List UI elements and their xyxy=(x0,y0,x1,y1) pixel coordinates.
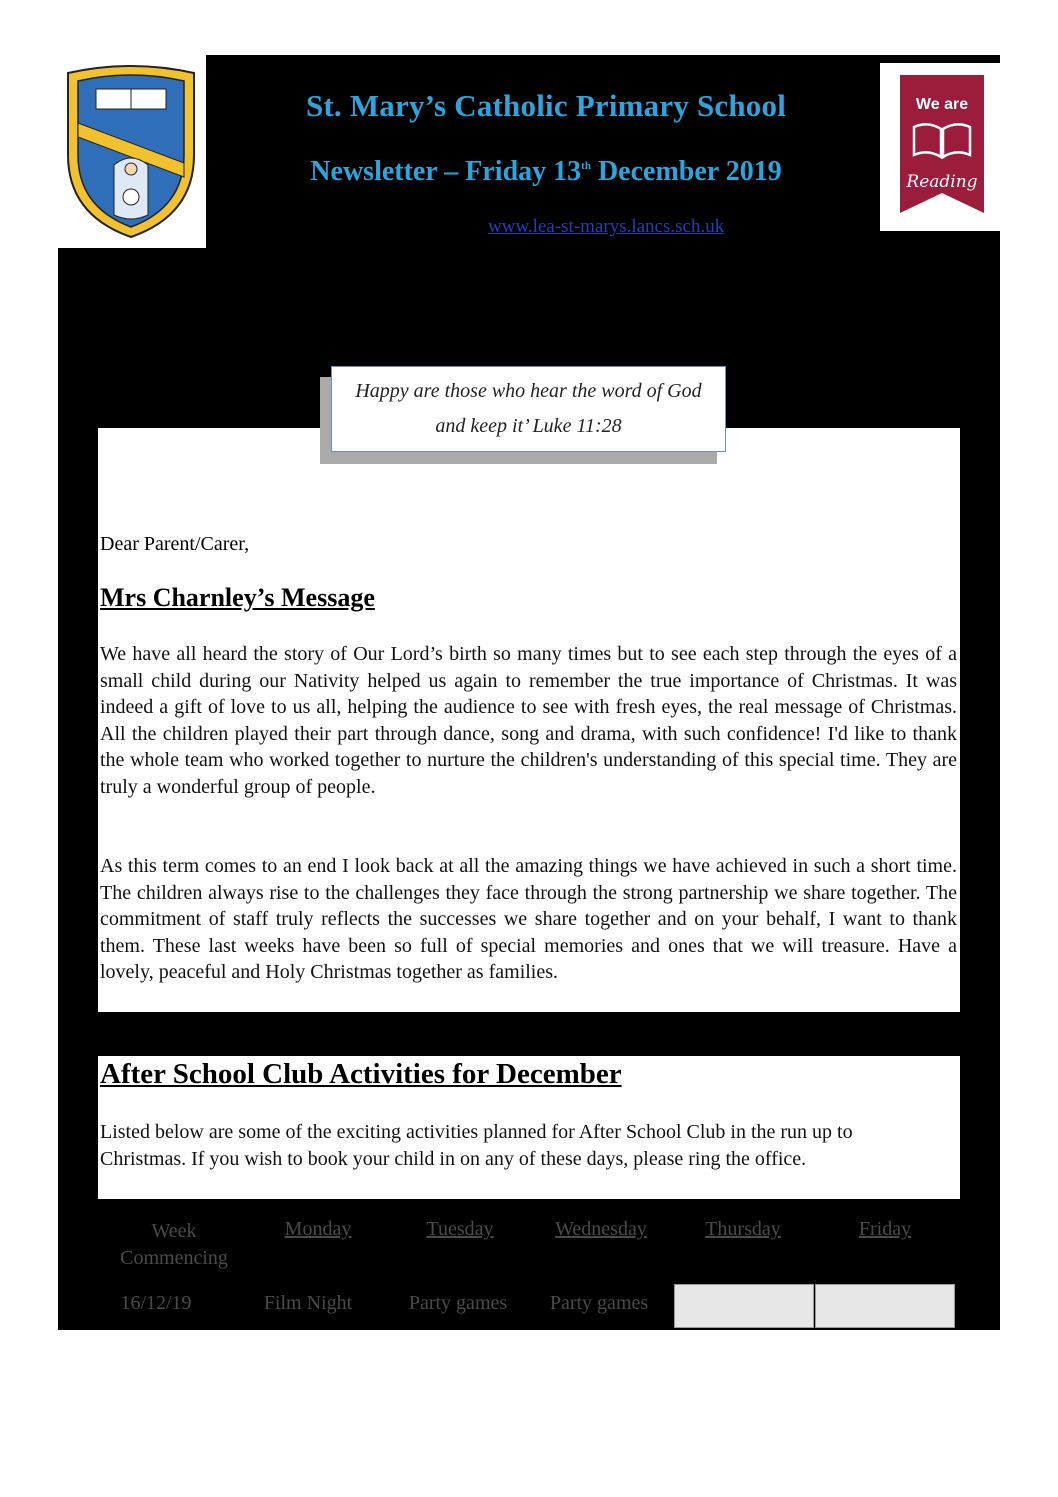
school-crest-panel xyxy=(58,55,206,248)
table-header-thursday: Thursday xyxy=(705,1218,781,1240)
table-cell-week: 16/12/19 xyxy=(120,1292,192,1314)
table-header-wednesday: Wednesday xyxy=(555,1218,647,1240)
table-cell-friday xyxy=(815,1284,955,1328)
svg-text:We are: We are xyxy=(915,96,969,113)
table-cell-monday: Film Night xyxy=(263,1292,353,1314)
table-cell-thursday xyxy=(674,1284,814,1328)
svg-text:Reading: Reading xyxy=(906,172,978,192)
table-cell-wednesday: Party games xyxy=(549,1292,649,1314)
quote-line-2: and keep it’ Luke 11:28 xyxy=(435,415,622,437)
greeting: Dear Parent/Carer, xyxy=(100,533,250,555)
school-name: St. Mary’s Catholic Primary School xyxy=(305,88,787,123)
message-paragraph-1: We have all heard the story of Our Lord’s birth so many times but to see each step through the eyes of a small child during our Nativity helped us again to remember the true importance of Christmas. It was indeed a gift of love to us all, helping the audience to see with fresh eyes, the real message of Christmas. All the children played their part through dance, song and drama, with such confidence! I'd like to thank the whole team who worked together to nurture the children's understanding of this special time. They are truly a wonderful group of people. xyxy=(100,643,957,798)
table-header-week: Week Commencing xyxy=(120,1220,228,1269)
bible-quote xyxy=(331,366,726,452)
school-crest-logo xyxy=(64,65,198,240)
table-header-tuesday: Tuesday xyxy=(426,1218,494,1240)
reading-badge-panel xyxy=(880,63,1000,231)
school-website-link[interactable]: www.lea-st-marys.lancs.sch.uk xyxy=(488,216,725,237)
after-school-intro: Listed below are some of the exciting activities planned for After School Club in the run up to Christmas. If you wish to book your child in on any of these days, please ring the office. xyxy=(100,1121,853,1170)
table-cell-tuesday: Party games xyxy=(408,1292,508,1314)
quote-line-1: Happy are those who hear the word of God xyxy=(355,380,702,402)
message-paragraph-2: As this term comes to an end I look back at all the amazing things we have achieved in such a short time. The children always rise to the challenges they face through the strong partnership we share together. The commitment of staff truly reflects the successes we share together and on your behalf, I want to thank them. These last weeks have been so full of special memories and ones that we will treasure. Have a lovely, peaceful and Holy Christmas together as families. xyxy=(100,855,957,983)
message-heading: Mrs Charnley’s Message xyxy=(100,583,375,612)
after-school-heading: After School Club Activities for December xyxy=(100,1058,622,1090)
table-header-friday: Friday xyxy=(858,1218,912,1240)
we-are-reading-badge xyxy=(900,75,984,213)
newsletter-date-title: Newsletter – Friday 13th December 2019 xyxy=(310,156,782,187)
table-header-monday: Monday xyxy=(284,1218,352,1240)
